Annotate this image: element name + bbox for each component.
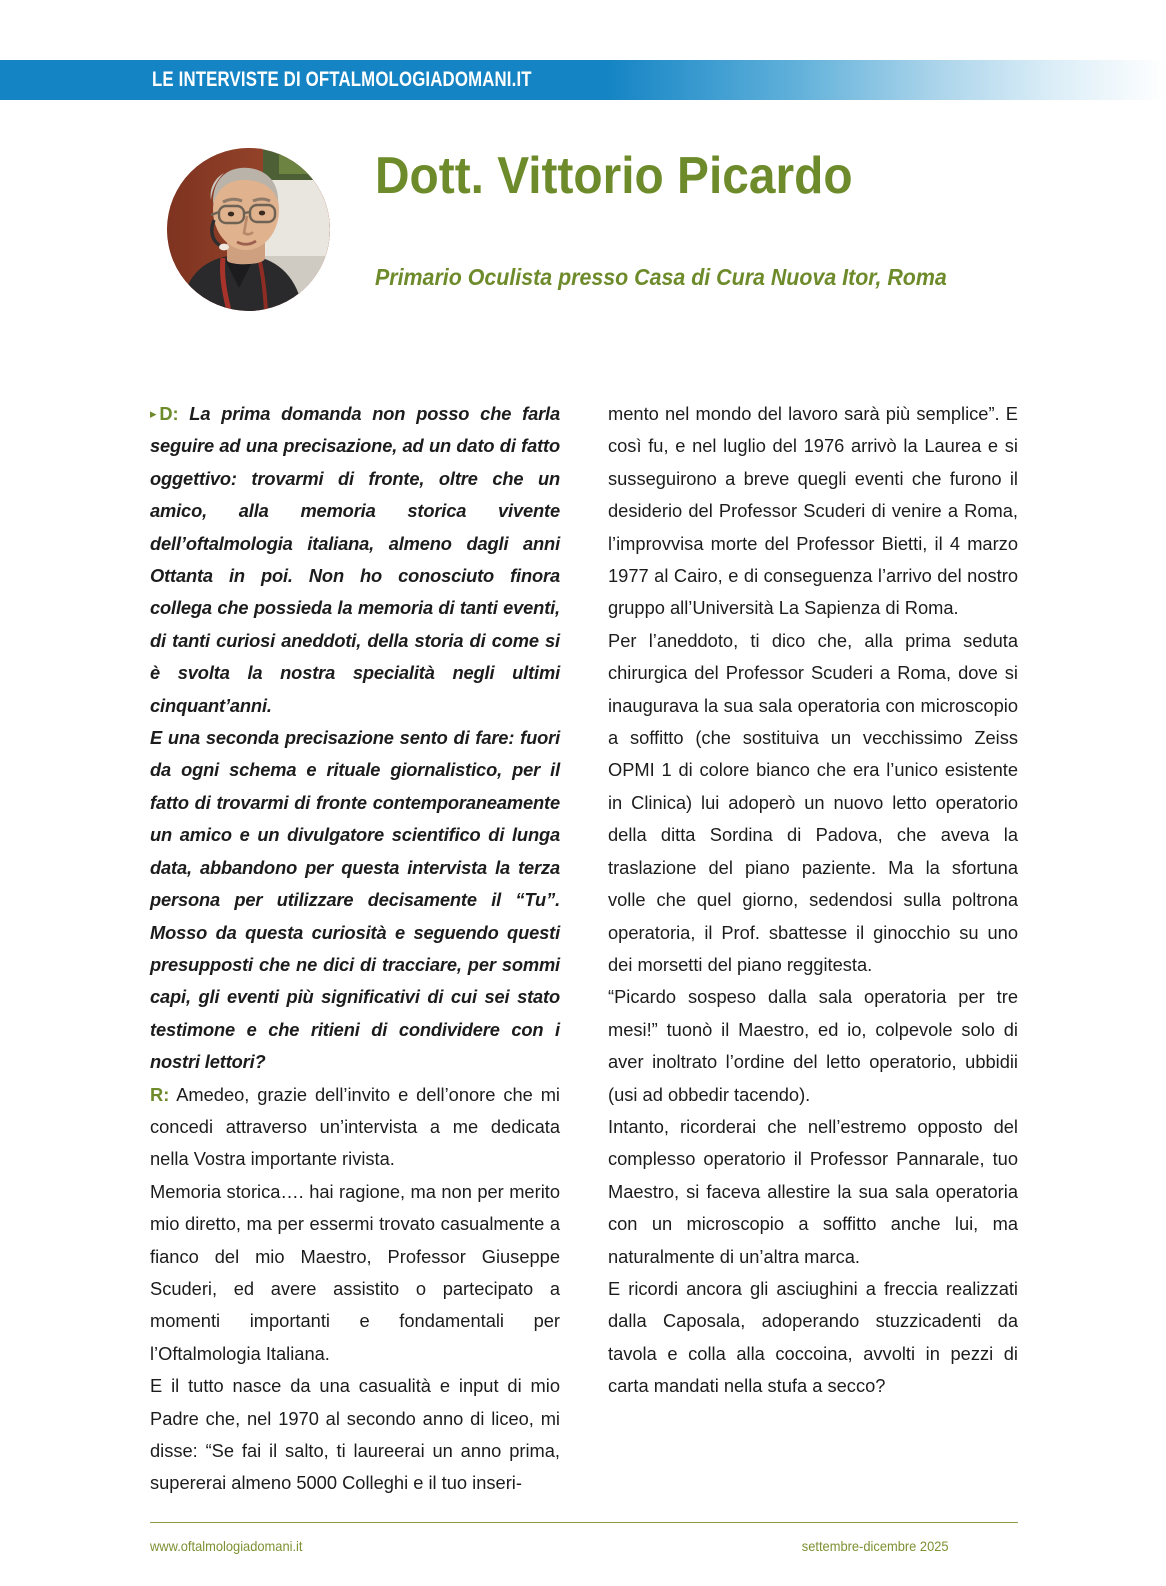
right-column [608, 398, 1018, 1500]
question-paragraph-1 [150, 398, 560, 722]
left-column [150, 398, 560, 1500]
right-paragraph-3: “Picardo sospeso dalla sala operatoria per tre mesi!” tuonò il Maestro, ed io, colpevole solo di aver inoltrato l’ordine del letto operatorio, ubbidii (usi ad obbedir tacendo). [608, 986, 1018, 1105]
page-title: Dott. Vittorio Picardo [375, 147, 853, 205]
question-marker: D: [159, 403, 179, 424]
page-subtitle: Primario Oculista presso Casa di Cura Nuova Itor, Roma [375, 264, 947, 290]
answer-text-1: Amedeo, grazie dell’invito e dell’onore che mi concedi attraverso un’intervista a me dedicata nella Vostra importante rivista. [150, 1083, 560, 1170]
answer-paragraph-2: Memoria storica…. hai ragione, ma non per merito mio diretto, ma per essermi trovato casualmente a fianco del mio Maestro, Professor Giuseppe Scuderi, ed avere assistito o partecipato a momenti importanti e fondamentali per l’Oftalmologia Italiana. [150, 1180, 560, 1364]
footer-divider [150, 1522, 1018, 1523]
question-text-1: La prima domanda non posso che farla seguire ad una precisazione, ad un dato di fatto oggettivo: trovarmi di fronte, oltre che un amico, alla memoria storica vivente dell’oftalmologia italiana, almeno dagli anni Ottanta in poi. Non ho conosciuto finora collega che possieda la memoria di tanti eventi, di tanti curiosi aneddoti, della storia di come si è svolta la nostra specialità negli ultimi cinquant’anni. [150, 403, 560, 716]
right-paragraph-5: E ricordi ancora gli asciughini a freccia realizzati dalla Caposala, adoperando stuzzicadenti da tavola e colla alla coccoina, avvolti in pezzi di carta mandati nella stufa a secco? [608, 1277, 1018, 1397]
answer-paragraph-3: E il tutto nasce da una casualità e input di mio Padre che, nel 1970 al secondo anno di liceo, mi disse: “Se fai il salto, ti laureerai un anno prima, supererai almeno 5000 Colleghi e il tuo inseri- [150, 1375, 560, 1494]
portrait-illustration [167, 148, 330, 311]
page-header-banner [0, 60, 1166, 100]
banner-title: LE INTERVISTE DI OFTALMOLOGIADOMANI.IT [152, 68, 532, 91]
footer-row [150, 1538, 949, 1554]
article-body [150, 398, 1018, 1500]
page-footer [150, 1522, 1018, 1554]
answer-marker: R: [150, 1083, 170, 1105]
footer-website-link[interactable]: www.oftalmologiadomani.it [150, 1538, 303, 1554]
right-paragraph-2: Per l’aneddoto, ti dico che, alla prima seduta chirurgica del Professor Scuderi a Roma, dove si inaugurava la sua sala operatoria con microscopio a soffitto (che sostituiva un vecchissimo Zeiss OPMI 1 di colore bianco che era l’unico esistente in Clinica) lui adoperò un nuovo letto operatorio della ditta Sordina di Padova, che aveva la traslazione del piano paziente. Ma la sfortuna volle che quel giorno, sedendosi sulla poltrona operatoria, il Prof. sbattesse il ginocchio su uno dei morsetti del piano reggitesta. [608, 629, 1018, 975]
portrait-photo [167, 148, 330, 311]
right-paragraph-1: mento nel mondo del lavoro sarà più semplice”. E così fu, e nel luglio del 1976 arrivò la Laurea e si susseguirono a breve quegli eventi che furono il desiderio del Professor Scuderi di venire a Roma, l’improvvisa morte del Professor Bietti, il 4 marzo 1977 al Cairo, e di conseguenza l’arrivo del nostro gruppo all’Università La Sapienza di Roma. [608, 403, 1018, 619]
question-paragraph-2: E una seconda precisazione sento di fare: fuori da ogni schema e rituale giornalistico, per il fatto di trovarmi di fronte contemporaneamente un amico e un divulgatore scientifico di lunga data, abbandono per questa intervista la terza persona per utilizzare decisamente il “Tu”. Mosso da questa curiosità e seguendo questi presupposti che ne dici di tracciare, per sommi capi, gli eventi più significativi di cui sei stato testimone e che ritieni di condividere con i nostri lettori? [150, 727, 560, 1073]
bullet-triangle-icon: ▸ [150, 406, 157, 421]
answer-paragraph-1 [150, 1079, 560, 1176]
right-paragraph-4: Intanto, ricorderai che nell’estremo opposto del complesso operatorio il Professor Pannarale, tuo Maestro, si faceva allestire la sua sala operatoria con un microscopio a soffitto anche lui, ma naturalmente di un’altra marca. [608, 1115, 1018, 1267]
footer-issue-date: settembre-dicembre 2025 [801, 1538, 949, 1554]
masthead-text-block [375, 132, 1035, 291]
article-masthead [0, 132, 1166, 332]
